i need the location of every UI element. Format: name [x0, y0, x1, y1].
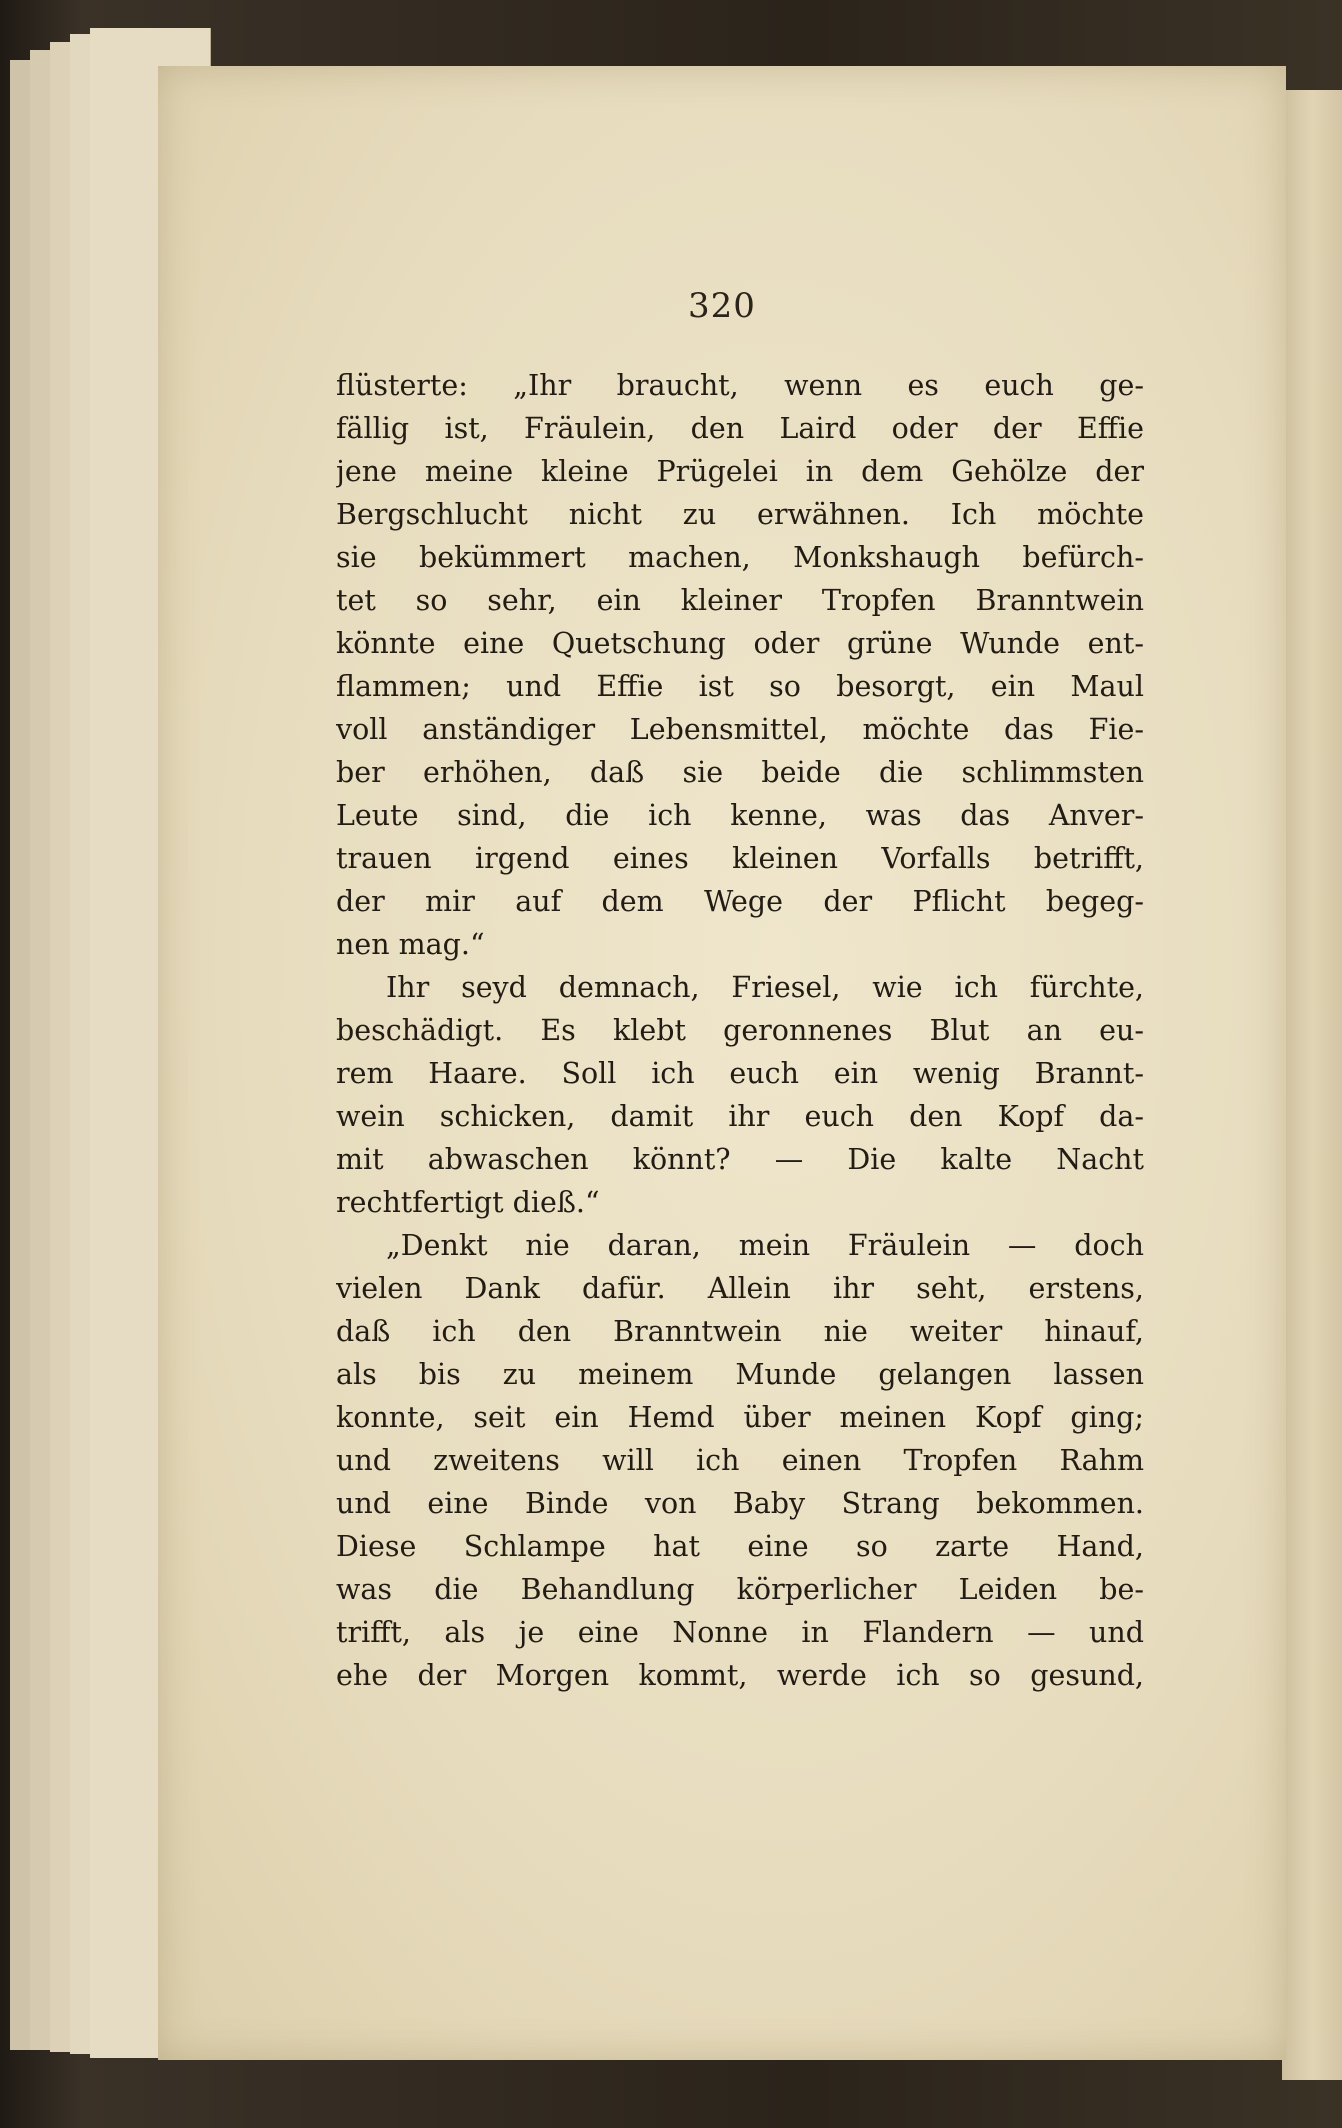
text-line: was die Behandlung körperlicher Leiden be- — [336, 1573, 1144, 1606]
text-line: als bis zu meinem Munde gelangen lassen — [336, 1358, 1144, 1391]
text-line: nen mag.“ — [336, 928, 485, 961]
text-line: trauen irgend eines kleinen Vorfalls betrifft, — [336, 842, 1144, 875]
text-line: wein schicken, damit ihr euch den Kopf da- — [336, 1100, 1144, 1133]
text-line: flüsterte: „Ihr braucht, wenn es euch ge- — [336, 369, 1144, 402]
text-line: und zweitens will ich einen Tropfen Rahm — [336, 1444, 1144, 1477]
text-line: konnte, seit ein Hemd über meinen Kopf ging; — [336, 1401, 1144, 1434]
facing-page-edge — [1282, 90, 1342, 2080]
text-line: vielen Dank dafür. Allein ihr seht, erstens, — [336, 1272, 1144, 1305]
text-line: rechtfertigt dieß.“ — [336, 1186, 600, 1219]
text-line: ehe der Morgen kommt, werde ich so gesund, — [336, 1659, 1144, 1692]
body-text — [336, 364, 1144, 1697]
text-line: Leute sind, die ich kenne, was das Anver- — [336, 799, 1144, 832]
text-line: könnte eine Quetschung oder grüne Wunde ent- — [336, 627, 1144, 660]
text-line: beschädigt. Es klebt geronnenes Blut an eu- — [336, 1014, 1144, 1047]
page-number: 320 — [688, 286, 756, 326]
text-line: Ihr seyd demnach, Friesel, wie ich fürchte, — [386, 971, 1144, 1004]
text-line: jene meine kleine Prügelei in dem Gehölze der — [336, 455, 1144, 488]
text-line: fällig ist, Fräulein, den Laird oder der Effie — [336, 412, 1144, 445]
text-line: Bergschlucht nicht zu erwähnen. Ich möchte — [336, 498, 1144, 531]
text-line: und eine Binde von Baby Strang bekommen. — [336, 1487, 1144, 1520]
text-line: rem Haare. Soll ich euch ein wenig Brannt- — [336, 1057, 1144, 1090]
text-line: voll anständiger Lebensmittel, möchte das Fie- — [336, 713, 1144, 746]
text-line: flammen; und Effie ist so besorgt, ein Maul — [336, 670, 1144, 703]
text-line: Diese Schlampe hat eine so zarte Hand, — [336, 1530, 1144, 1563]
text-line: daß ich den Branntwein nie weiter hinauf, — [336, 1315, 1144, 1348]
text-line: ber erhöhen, daß sie beide die schlimmsten — [336, 756, 1144, 789]
text-line: sie bekümmert machen, Monkshaugh befürch- — [336, 541, 1144, 574]
text-line: tet so sehr, ein kleiner Tropfen Branntwein — [336, 584, 1144, 617]
text-line: mit abwaschen könnt? — Die kalte Nacht — [336, 1143, 1144, 1176]
text-line: der mir auf dem Wege der Pflicht begeg- — [336, 885, 1144, 918]
text-line: trifft, als je eine Nonne in Flandern — und — [336, 1616, 1144, 1649]
text-line: „Denkt nie daran, mein Fräulein — doch — [386, 1229, 1144, 1262]
